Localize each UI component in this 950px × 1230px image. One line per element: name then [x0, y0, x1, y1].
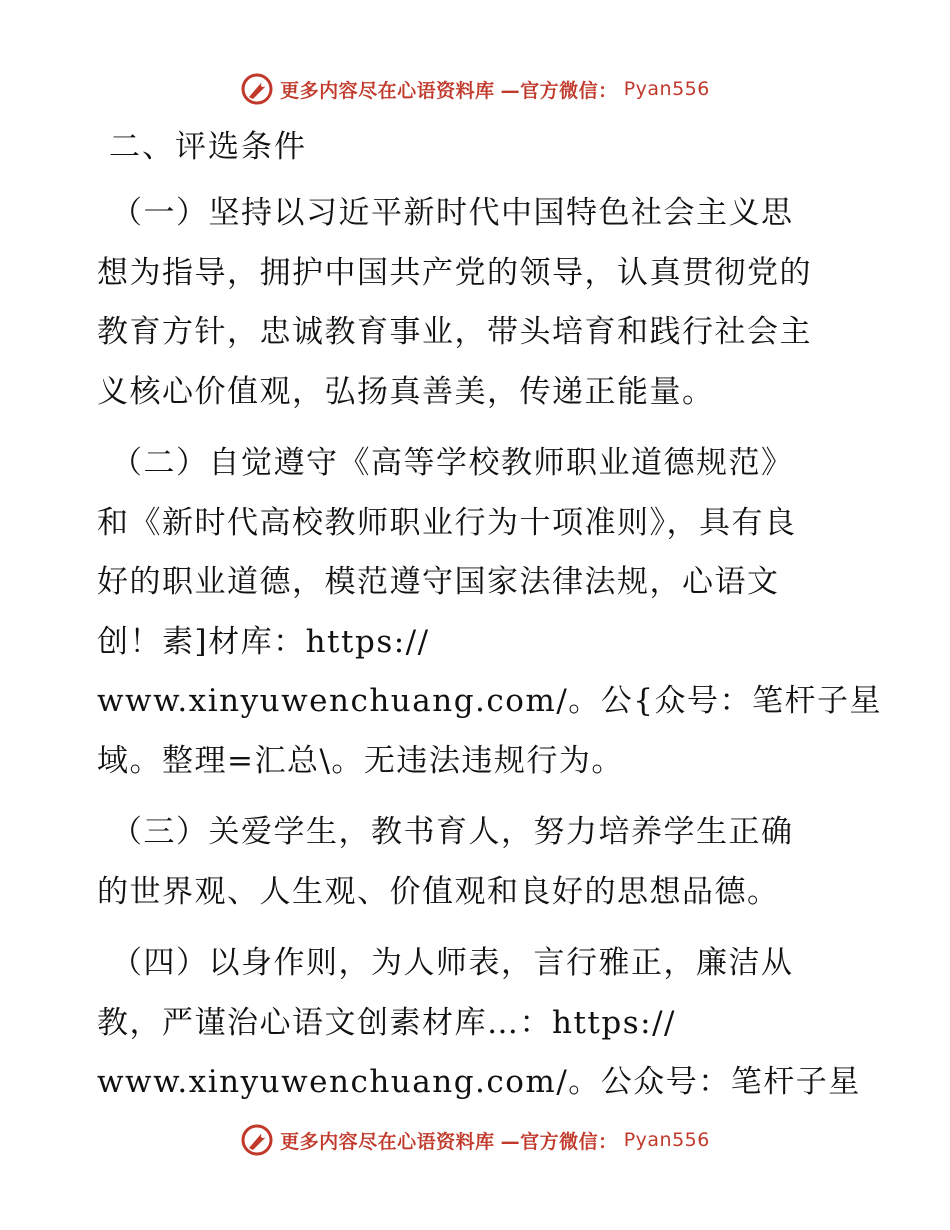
watermark-handle: Pyan556 [623, 1129, 710, 1151]
paragraph-2 [97, 434, 882, 791]
paragraph-line: www.xinyuwenchuang.com/。公众号：笔杆子星 [97, 1064, 861, 1100]
watermark-separator: —官方微信： [500, 1130, 618, 1153]
paragraph-line: 教，严谨治心语文创素材库…：https:// [97, 1004, 676, 1041]
paragraph-line: www.xinyuwenchuang.com/。公{众号：笔杆子星 [97, 683, 882, 719]
paragraph-line: 的世界观、人生观、价值观和良好的思想品德。 [97, 873, 780, 910]
paragraph-line: 域。整理=汇总\。无违法违规行为。 [97, 742, 624, 779]
paragraph-1 [97, 184, 857, 422]
watermark-handle: Pyan556 [623, 78, 710, 100]
document-body [97, 122, 882, 1113]
pen-nib-circle-icon [240, 72, 274, 106]
watermark-text: 更多内容尽在心语资料库 [280, 1130, 495, 1153]
paragraph-line: （四）以身作则，为人师表，言行雅正，廉洁从 [111, 945, 794, 981]
paragraph-line: 和《新时代高校教师职业行为十项准则》，具有良 [97, 504, 797, 541]
header-watermark [0, 72, 950, 106]
paragraph-3 [97, 803, 857, 922]
paragraph-4 [97, 934, 861, 1113]
paragraph-line: 教育方针，忠诚教育事业，带头培育和践行社会主 [97, 314, 812, 350]
watermark-text: 更多内容尽在心语资料库 [280, 79, 495, 102]
watermark-separator: —官方微信： [500, 79, 618, 102]
paragraph-line: 好的职业道德，模范遵守国家法律法规，心语文 [97, 564, 780, 600]
paragraph-line: （二）自觉遵守《高等学校教师职业道德规范》 [111, 445, 794, 481]
footer-watermark [0, 1123, 950, 1157]
paragraph-line: 想为指导，拥护中国共产党的领导，认真贯彻党的 [97, 254, 812, 291]
paragraph-line: （三）关爱学生，教书育人，努力培养学生正确 [111, 814, 794, 850]
pen-nib-circle-icon [240, 1123, 274, 1157]
paragraph-line: （一）坚持以习近平新时代中国特色社会主义思 [111, 195, 794, 231]
section-heading: 二、评选条件 [109, 129, 307, 165]
paragraph-line: 创！素]材库：https:// [97, 623, 430, 660]
paragraph-line: 义核心价值观，弘扬真善美，传递正能量。 [97, 373, 715, 410]
